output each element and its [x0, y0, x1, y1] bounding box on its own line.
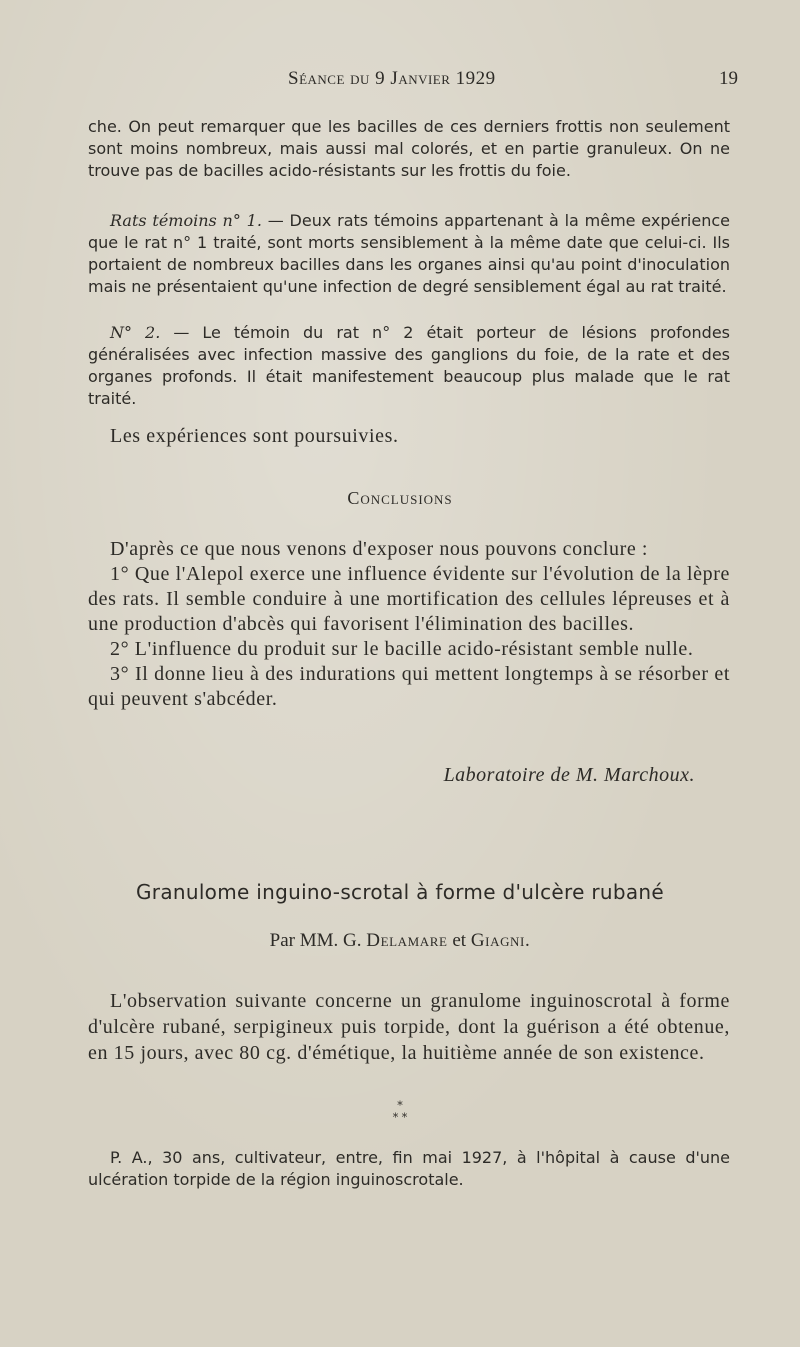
asterism-divider: [0, 1100, 800, 1124]
paragraph-body: — Le témoin du rat n° 2 était porteur de lésions profondes généralisées avec infection massive des ganglions du foie, de la rate et des organes profonds. Il était manifestement beaucoup plus malade que le rat traité.: [88, 323, 731, 408]
section-heading-conclusions: Conclusions: [347, 488, 453, 508]
case-report: P. A., 30 ans, cultivateur, entre, fin mai 1927, à l'hôpital à cause d'une ulcération torpide de la région inguinoscrotale.: [88, 1148, 730, 1189]
article-title: Granulome inguino-scrotal à forme d'ulcère rubané: [136, 880, 664, 904]
conclusions-intro: D'après ce que nous venons d'exposer nous pouvons conclure :: [110, 538, 649, 560]
conclusions-body: [88, 537, 730, 712]
running-title: Séance du 9 Janvier 1929: [288, 68, 496, 89]
conclusion-item-1: 1° Que l'Alepol exerce une influence évidente sur l'évolution de la lèpre des rats. Il semble conduire à une mortification des cellules lépreuses et à une production d'abcès qui favorisent l'élimination des bacilles.: [88, 563, 730, 635]
article-authors: [0, 930, 800, 952]
conclusion-item-2: 2° L'influence du produit sur le bacille acido-résistant semble nulle.: [110, 638, 694, 660]
author-name: Delamare: [366, 930, 448, 951]
paragraph-control-rats-1: [88, 210, 730, 298]
laboratory-signature: Laboratoire de M. Marchoux.: [443, 764, 695, 786]
author-name: Giagni.: [470, 930, 531, 951]
paragraph-body: — Deux rats témoins appartenant à la même expérience que le rat n° 1 traité, sont morts sensiblement à la même date que celui-ci. Ils portaient de nombreux bacilles dans les organes ainsi qu'au point d'inoculation mais ne présentaient qu'une infection de degré sensiblement égal au rat traité.: [88, 211, 730, 296]
authors-prefix: Par MM. G.: [269, 930, 367, 951]
page-header: [88, 68, 738, 94]
article-intro: L'observation suivante concerne un granulome inguinoscrotal à forme d'ulcère rubané, serpigineux puis torpide, dont la guérison a été obtenue, en 15 jours, avec 80 cg. d'émétique, la huitième année de son existence.: [88, 990, 730, 1064]
paragraph-continuation: che. On peut remarquer que les bacilles de ces derniers frottis non seulement sont moins nombreux, mais aussi mal colorés, et en partie granuleux. On ne trouve pas de bacilles acido-résistants sur les frottis du foie.: [88, 117, 730, 180]
authors-conjunction: et: [447, 930, 471, 951]
page-number: 19: [719, 68, 738, 89]
asterism-top: *: [397, 1099, 403, 1112]
conclusion-item-3: 3° Il donne lieu à des indurations qui mettent longtemps à se résorber et qui peuvent s'abcéder.: [88, 663, 730, 710]
paragraph-control-rat-2: [88, 322, 730, 410]
paragraph-lead: Rats témoins n° 1.: [110, 211, 262, 230]
asterism-bottom: * *: [392, 1111, 408, 1124]
paragraph-lead: N° 2.: [110, 323, 161, 342]
paragraph-experiments: Les expériences sont poursuivies.: [110, 425, 399, 447]
